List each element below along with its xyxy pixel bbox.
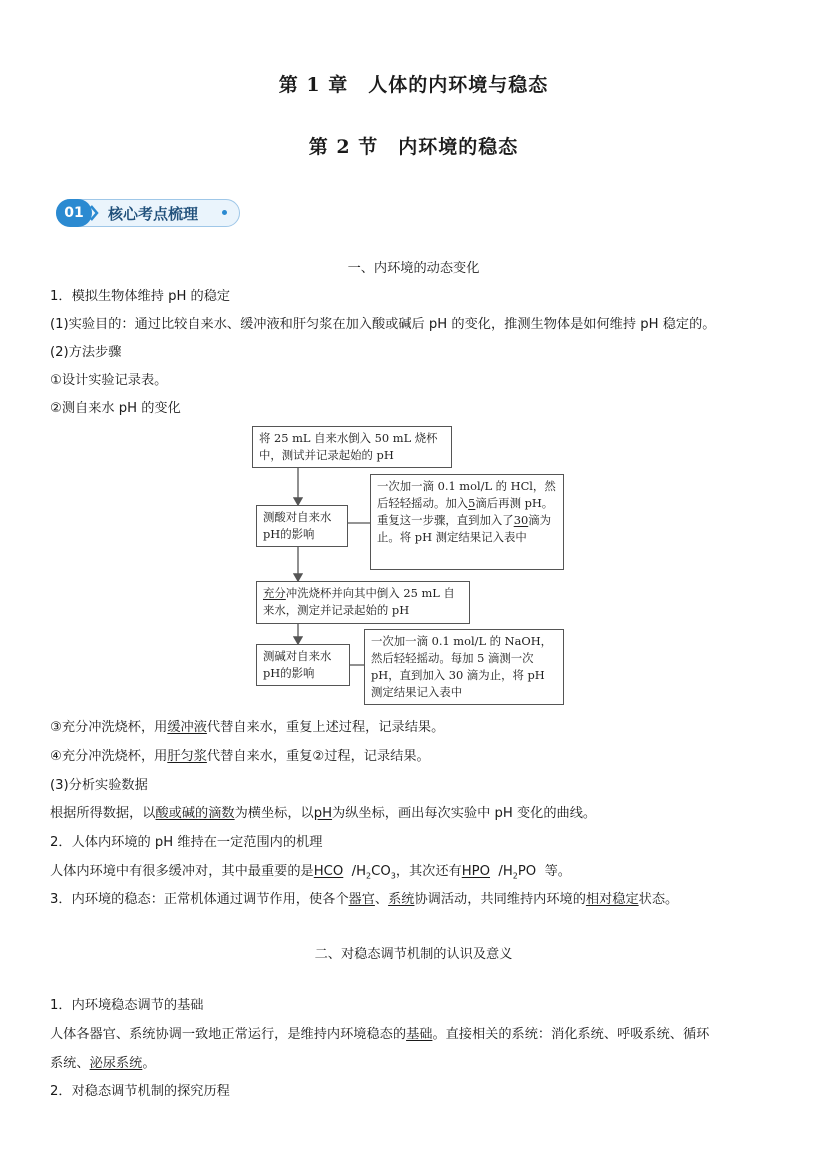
acid-drops-30: 30 xyxy=(513,513,529,527)
buffer-co-sub: 3 xyxy=(390,871,396,881)
def-sep: 、 xyxy=(374,892,389,907)
def-stable: 相对稳定 xyxy=(585,892,639,907)
flow-box-base-desc: 一次加一滴 0.1 mol/L 的 NaOH，然后轻轻摇动。每加 5 滴测一次 pH，直到加入 30 滴为止，将 pH 测定结果记入表中 xyxy=(364,629,564,705)
part1-item2-title: 2．人体内环境的 pH 维持在一定范围内的机理 xyxy=(50,835,323,850)
def-organ: 器官 xyxy=(348,892,375,907)
step-1: ①设计实验记录表。 xyxy=(50,373,168,388)
buffer-po: PO xyxy=(517,864,537,879)
badge-label: 核心考点梳理 xyxy=(108,205,199,223)
flow-box-rinse xyxy=(256,581,470,624)
step4-pre: ④充分冲洗烧杯，用 xyxy=(50,749,168,764)
step-2: ②测自来水 pH 的变化 xyxy=(50,401,181,416)
flow-box-base-label: 测碱对自来水pH的影响 xyxy=(256,644,350,686)
chapter-title: 第 1 章 人体的内环境与稳态 xyxy=(278,74,549,96)
analysis-x: 酸或碱的滴数 xyxy=(155,806,235,821)
p2-basis: 基础 xyxy=(406,1027,433,1042)
buffer-post: 等。 xyxy=(544,864,571,879)
buffer-pairs xyxy=(50,860,571,881)
analysis-y: pH xyxy=(313,806,333,821)
buffer-mid: ，其次还有 xyxy=(395,864,462,879)
rinse-fully: 充分 xyxy=(263,586,286,600)
acid-desc-a: 一次加一滴 0.1 mol/L 的 HCl，然后轻轻摇动。加入 xyxy=(377,479,556,510)
method-heading: (2)方法步骤 xyxy=(50,345,122,360)
buffer-h2: /H xyxy=(498,864,513,879)
section-title: 第 2 节 内环境的稳态 xyxy=(308,136,519,158)
chevron-right-icon xyxy=(89,203,99,223)
step3-post: 代替自来水，重复上述过程，记录结果。 xyxy=(206,720,445,735)
homeostasis-definition xyxy=(50,888,678,907)
def-system: 系统 xyxy=(388,892,415,907)
flow-box-acid-desc xyxy=(370,474,564,570)
acid-desc-b: 滴后再测 pH。重复这一步骤，直到加入了 xyxy=(377,496,554,527)
buffer-h1-sub: 2 xyxy=(366,871,372,881)
part2-item2-title: 2．对稳态调节机制的探究历程 xyxy=(50,1084,230,1099)
p2-l2-post: 。 xyxy=(142,1056,156,1071)
buffer-hpo: HPO xyxy=(461,864,490,879)
part1-heading: 一、内环境的动态变化 xyxy=(347,261,480,276)
p2-urinary: 泌尿系统 xyxy=(89,1056,143,1071)
def-pre: 3．内环境的稳态：正常机体通过调节作用，使各个 xyxy=(50,892,349,907)
def-mid: 协调活动，共同维持内环境的 xyxy=(414,892,586,907)
rinse-text: 冲洗烧杯并向其中倒入 25 mL 自来水，测定并记录起始的 pH xyxy=(263,586,455,617)
p2-post: 。直接相关的系统：消化系统、呼吸系统、循环 xyxy=(432,1027,710,1042)
buffer-hco: HCO xyxy=(313,864,344,879)
badge-number: 01 xyxy=(56,199,92,227)
section-badge xyxy=(56,199,240,227)
def-post: 状态。 xyxy=(638,892,679,907)
part1-item1-title: 1．模拟生物体维持 pH 的稳定 xyxy=(50,289,231,304)
badge-dot-icon xyxy=(222,210,227,215)
step-4 xyxy=(50,745,430,764)
analysis-heading: (3)分析实验数据 xyxy=(50,778,148,793)
analysis-post: 为纵坐标，画出每次实验中 pH 变化的曲线。 xyxy=(332,806,597,821)
step4-liver: 肝匀浆 xyxy=(167,749,207,764)
analysis-pre: 根据所得数据，以 xyxy=(50,806,156,821)
step3-pre: ③充分冲洗烧杯，用 xyxy=(50,720,168,735)
step4-post: 代替自来水，重复②过程，记录结果。 xyxy=(206,749,430,764)
part2-item1-title: 1．内环境稳态调节的基础 xyxy=(50,998,204,1013)
step-3 xyxy=(50,716,444,735)
acid-drops-5: 5 xyxy=(468,496,476,510)
buffer-pre: 人体内环境中有很多缓冲对，其中最重要的是 xyxy=(50,864,314,879)
flow-box-acid-label: 测酸对自来水pH的影响 xyxy=(256,505,348,547)
part2-item1-text-line2 xyxy=(50,1052,156,1071)
flowchart xyxy=(230,425,570,699)
buffer-h1: /H xyxy=(351,864,367,879)
part2-item1-text xyxy=(50,1023,709,1042)
p2-l2-pre: 系统、 xyxy=(50,1056,90,1071)
buffer-co: CO xyxy=(371,864,391,879)
part2-heading: 二、对稳态调节机制的认识及意义 xyxy=(314,947,513,962)
flow-box-start: 将 25 mL 自来水倒入 50 mL 烧杯中，测试并记录起始的 pH xyxy=(252,426,452,468)
step3-buffer: 缓冲液 xyxy=(167,720,207,735)
analysis-mid: 为横坐标，以 xyxy=(234,806,314,821)
p2-pre: 人体各器官、系统协调一致地正常运行，是维持内环境稳态的 xyxy=(50,1027,407,1042)
experiment-purpose: (1)实验目的：通过比较自来水、缓冲液和肝匀浆在加入酸或碱后 pH 的变化，推测生物体是如何维持 pH 稳定的。 xyxy=(50,317,716,332)
acid-desc-c: 滴为止。将 pH 测定结果记入表中 xyxy=(377,513,551,544)
analysis-text xyxy=(50,802,596,821)
buffer-h2-sub: 2 xyxy=(512,871,518,881)
